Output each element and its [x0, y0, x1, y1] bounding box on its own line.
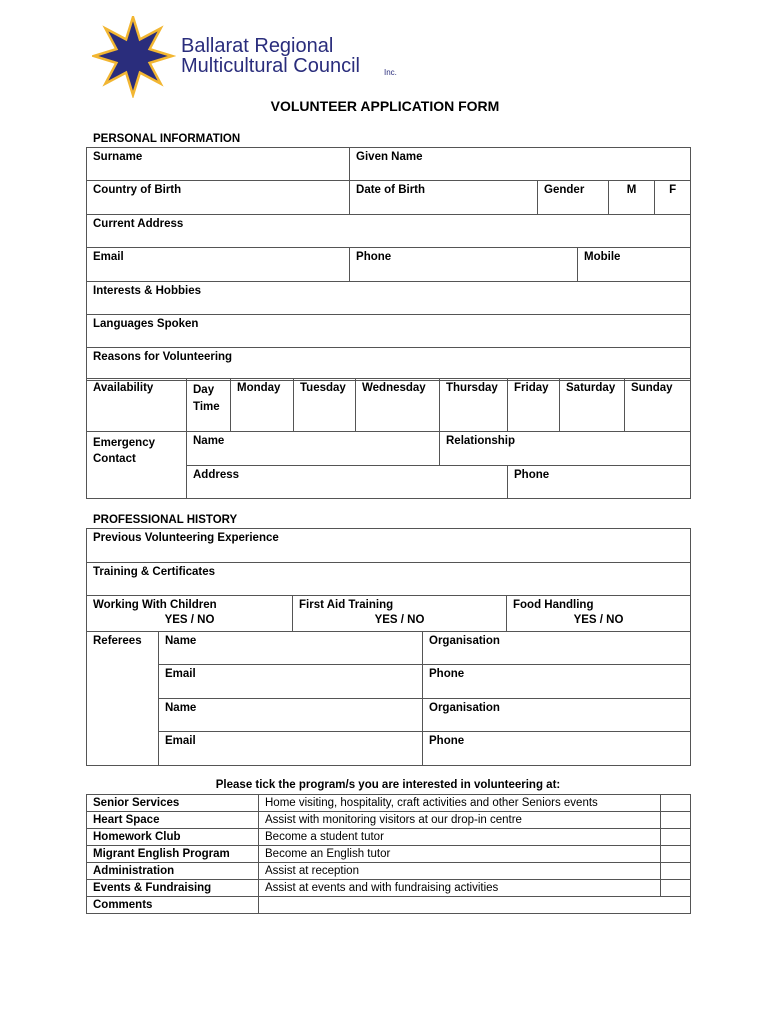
program-row	[87, 812, 691, 829]
program-row	[87, 880, 691, 897]
program-name: Administration	[87, 863, 259, 880]
emergency-label-line1: Emergency	[93, 437, 156, 449]
program-row	[87, 795, 691, 812]
referee1-organisation-field[interactable]: Organisation	[423, 632, 691, 665]
surname-field[interactable]: Surname	[87, 148, 350, 181]
referees-label: Referees	[87, 632, 159, 766]
comments-row	[87, 897, 691, 914]
program-row	[87, 829, 691, 846]
program-tick-box[interactable]	[661, 829, 691, 846]
availability-table	[86, 378, 691, 499]
day-sunday[interactable]: Sunday	[625, 379, 691, 432]
reasons-field[interactable]: Reasons for Volunteering	[87, 348, 691, 381]
programs-heading: Please tick the program/s you are interested in volunteering at:	[215, 779, 561, 791]
emergency-contact-label	[87, 432, 187, 499]
program-row	[87, 846, 691, 863]
food-handling-field[interactable]	[507, 596, 691, 632]
working-with-children-field[interactable]	[87, 596, 293, 632]
training-certificates-field[interactable]: Training & Certificates	[87, 563, 691, 596]
referee1-name-field[interactable]: Name	[159, 632, 423, 665]
program-name: Senior Services	[87, 795, 259, 812]
program-description: Become a student tutor	[259, 829, 661, 846]
emergency-label-line2: Contact	[93, 453, 136, 465]
program-description: Home visiting, hospitality, craft activities and other Seniors events	[259, 795, 661, 812]
referee2-email-field[interactable]: Email	[159, 732, 423, 766]
emergency-address-field[interactable]: Address	[187, 466, 508, 499]
languages-field[interactable]: Languages Spoken	[87, 315, 691, 348]
org-name-line1: Ballarat Regional	[181, 35, 334, 57]
programs-table	[86, 794, 691, 914]
professional-history-heading: PROFESSIONAL HISTORY	[93, 514, 238, 526]
gender-label: Gender	[538, 181, 609, 215]
program-tick-box[interactable]	[661, 795, 691, 812]
referee1-email-field[interactable]: Email	[159, 665, 423, 699]
day-wednesday[interactable]: Wednesday	[356, 379, 440, 432]
day-tuesday[interactable]: Tuesday	[294, 379, 356, 432]
program-description: Become an English tutor	[259, 846, 661, 863]
professional-history-table	[86, 528, 691, 766]
date-of-birth-field[interactable]: Date of Birth	[350, 181, 538, 215]
comments-label: Comments	[87, 897, 259, 914]
referee1-phone-field[interactable]: Phone	[423, 665, 691, 699]
org-inc: Inc.	[384, 68, 397, 77]
first-aid-yes-no[interactable]: YES / NO	[374, 614, 425, 626]
interests-field[interactable]: Interests & Hobbies	[87, 282, 691, 315]
personal-info-table	[86, 147, 691, 381]
program-tick-box[interactable]	[661, 863, 691, 880]
program-tick-box[interactable]	[661, 812, 691, 829]
first-aid-field[interactable]	[293, 596, 507, 632]
program-description: Assist at events and with fundraising activities	[259, 880, 661, 897]
org-name-line2: Multicultural Council	[181, 55, 360, 77]
day-thursday[interactable]: Thursday	[440, 379, 508, 432]
program-name: Heart Space	[87, 812, 259, 829]
food-handling-label: Food Handling	[513, 599, 594, 611]
comments-field[interactable]	[259, 897, 691, 914]
day-label: Day	[193, 384, 215, 396]
first-aid-label: First Aid Training	[299, 599, 394, 611]
program-name: Migrant English Program	[87, 846, 259, 863]
emergency-name-field[interactable]: Name	[187, 432, 440, 466]
program-name: Events & Fundraising	[87, 880, 259, 897]
program-tick-box[interactable]	[661, 880, 691, 897]
program-row	[87, 863, 691, 880]
program-description: Assist with monitoring visitors at our drop-in centre	[259, 812, 661, 829]
food-yes-no[interactable]: YES / NO	[573, 614, 624, 626]
wwc-label: Working With Children	[93, 599, 217, 611]
program-tick-box[interactable]	[661, 846, 691, 863]
form-title: VOLUNTEER APPLICATION FORM	[270, 98, 500, 114]
current-address-field[interactable]: Current Address	[87, 215, 691, 248]
referee2-phone-field[interactable]: Phone	[423, 732, 691, 766]
program-description: Assist at reception	[259, 863, 661, 880]
organisation-name	[181, 36, 360, 76]
time-label: Time	[193, 401, 220, 413]
gender-f-option[interactable]: F	[655, 181, 691, 215]
given-name-field[interactable]: Given Name	[350, 148, 691, 181]
availability-label: Availability	[87, 379, 187, 432]
program-name: Homework Club	[87, 829, 259, 846]
referee2-organisation-field[interactable]: Organisation	[423, 699, 691, 732]
previous-volunteering-field[interactable]: Previous Volunteering Experience	[87, 529, 691, 563]
gender-m-option[interactable]: M	[609, 181, 655, 215]
phone-field[interactable]: Phone	[350, 248, 578, 282]
referee2-name-field[interactable]: Name	[159, 699, 423, 732]
day-friday[interactable]: Friday	[508, 379, 560, 432]
star-logo-icon	[92, 16, 176, 98]
day-time-label	[187, 379, 231, 432]
country-of-birth-field[interactable]: Country of Birth	[87, 181, 350, 215]
email-field[interactable]: Email	[87, 248, 350, 282]
day-saturday[interactable]: Saturday	[560, 379, 625, 432]
mobile-field[interactable]: Mobile	[578, 248, 691, 282]
organisation-logo	[92, 16, 397, 98]
wwc-yes-no[interactable]: YES / NO	[164, 614, 215, 626]
emergency-phone-field[interactable]: Phone	[508, 466, 691, 499]
day-monday[interactable]: Monday	[231, 379, 294, 432]
emergency-relationship-field[interactable]: Relationship	[440, 432, 691, 466]
personal-info-heading: PERSONAL INFORMATION	[93, 133, 241, 145]
